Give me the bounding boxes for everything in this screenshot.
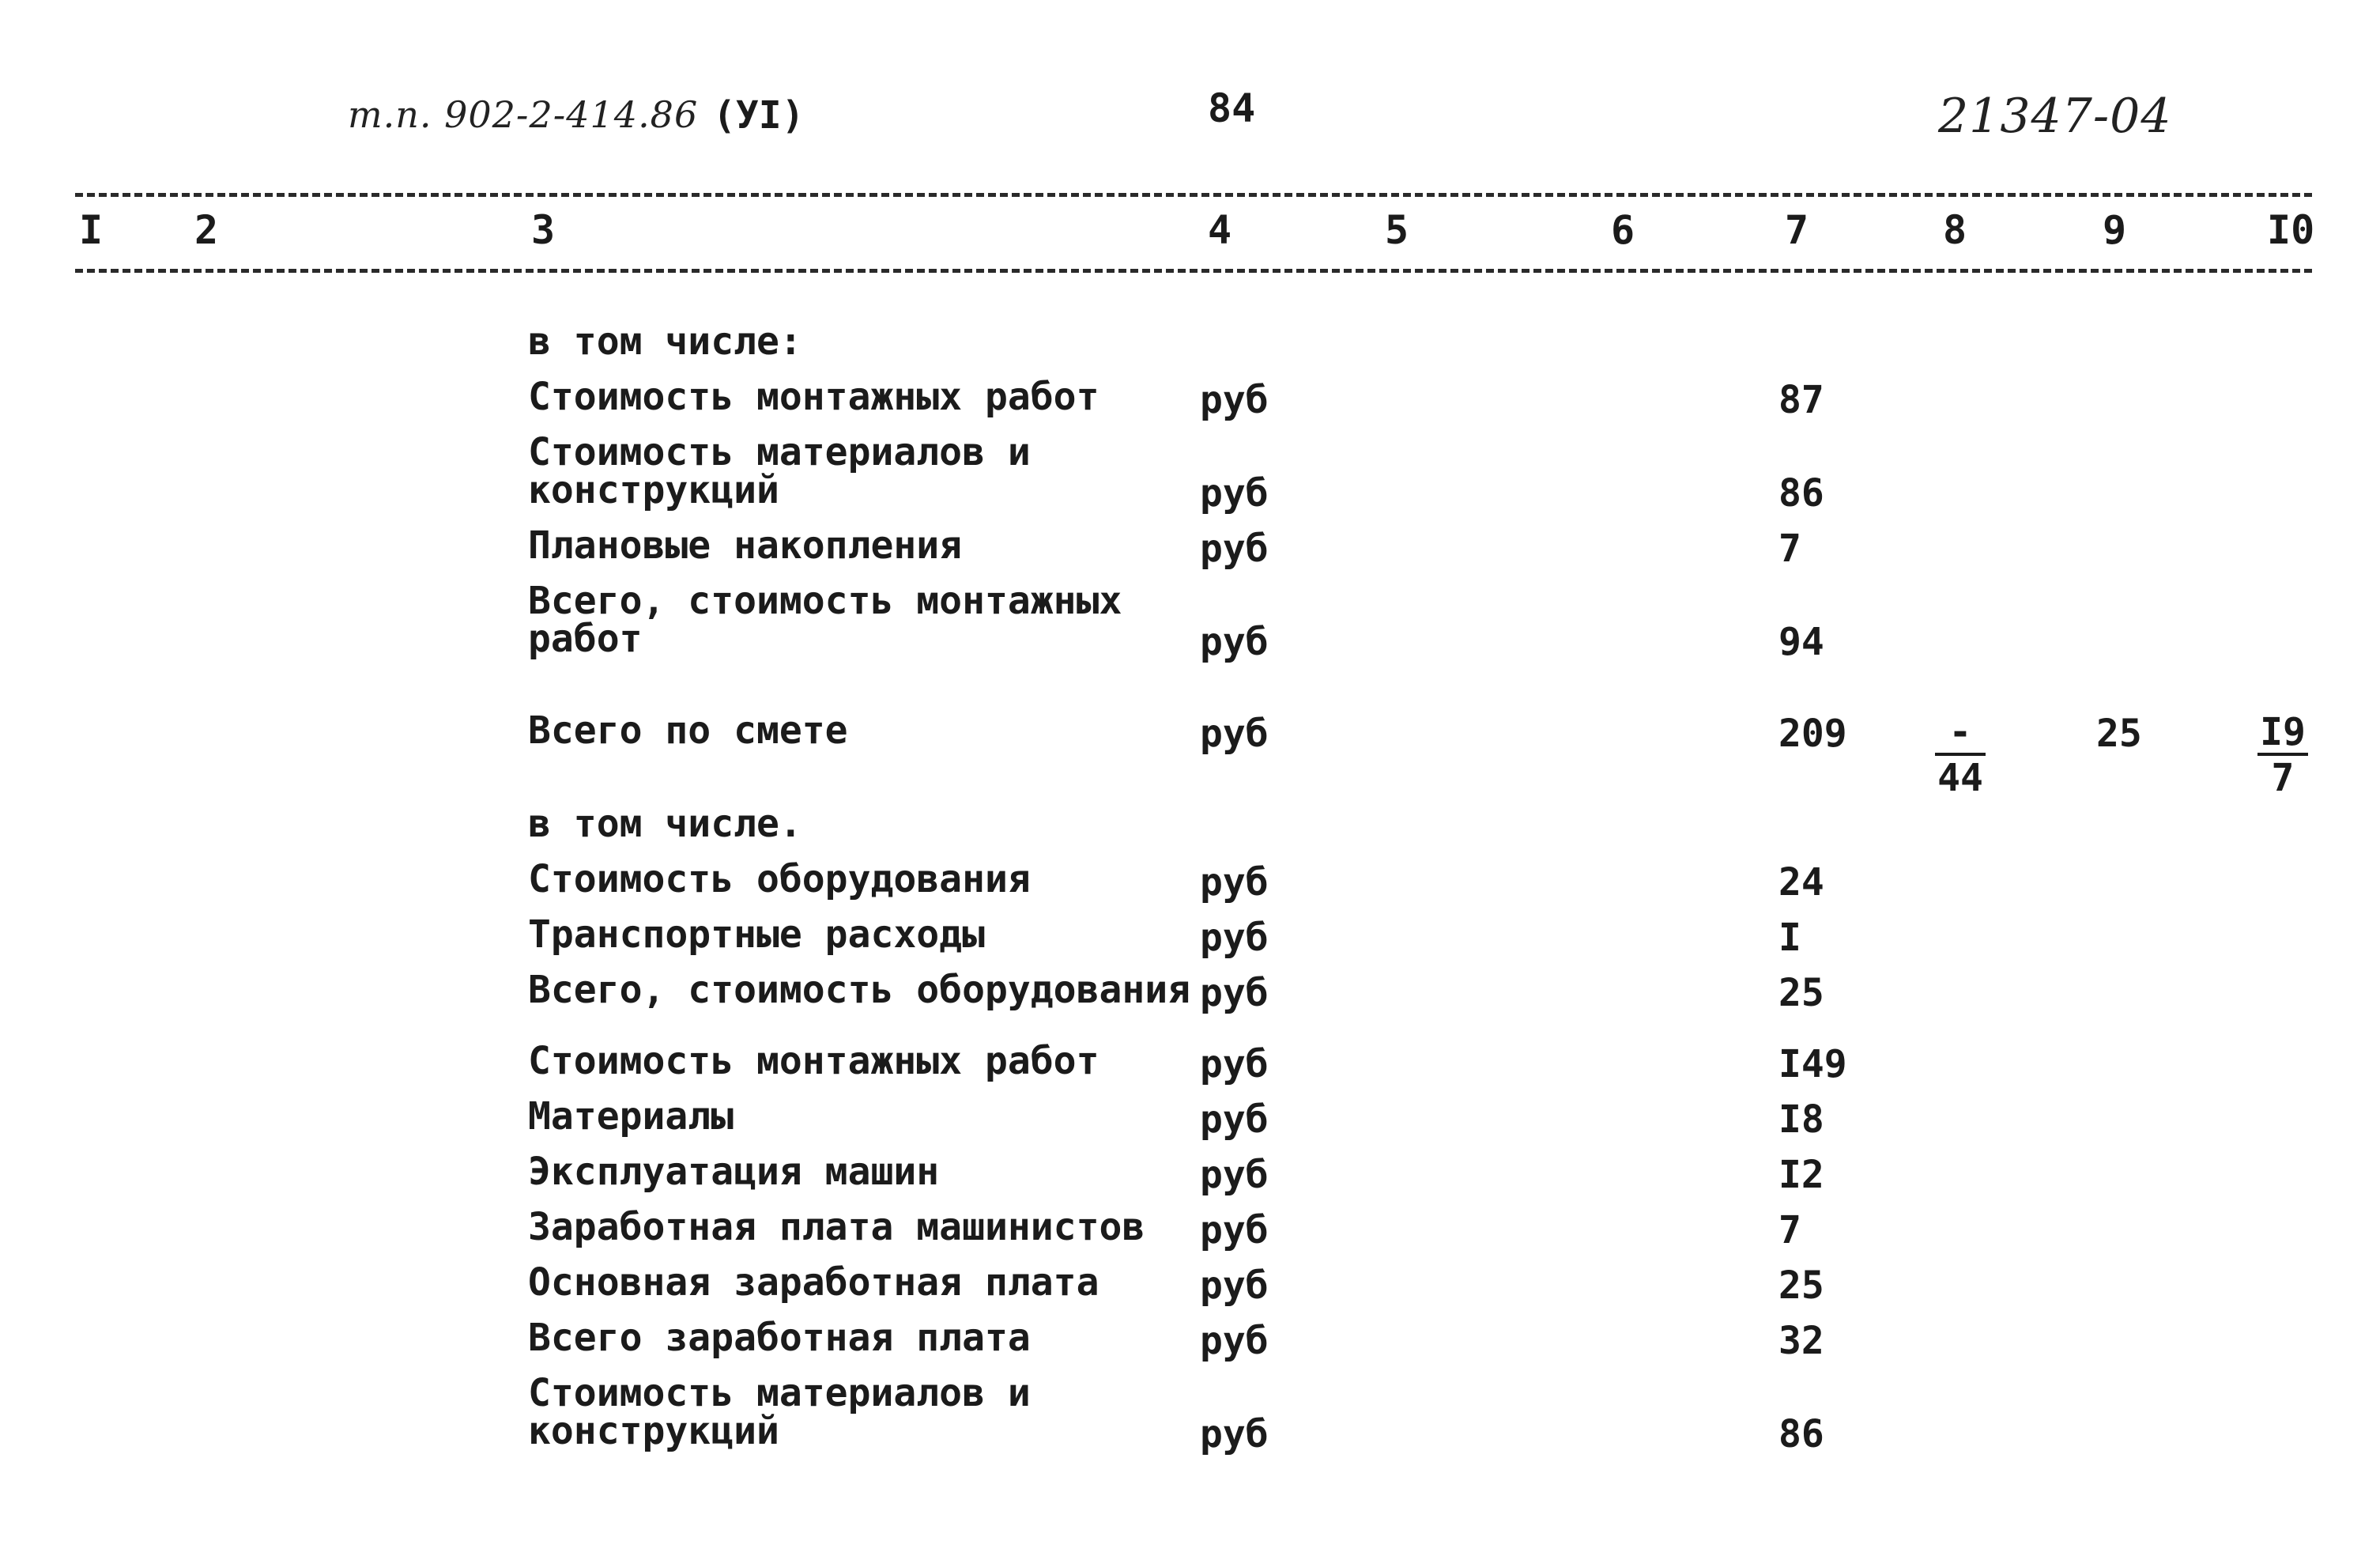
row-unit: руб — [1200, 378, 1269, 422]
row-value: 32 — [1778, 1319, 1824, 1363]
volume-label: (УI) — [713, 93, 805, 138]
row-label: Стоимость монтажных работ — [528, 375, 1099, 419]
fraction-numerator: - — [1935, 712, 1986, 756]
archive-number: 21347-04 — [1938, 89, 2172, 144]
row-label: в том числе: — [528, 319, 802, 364]
fraction-numerator: I9 — [2257, 712, 2308, 756]
col-header-7: 7 — [1785, 207, 1809, 253]
row-label: Всего, стоимость монтажных работ — [528, 579, 1122, 661]
row-unit: руб — [1200, 1042, 1269, 1086]
col-header-6: 6 — [1611, 207, 1635, 253]
row-unit: руб — [1200, 1208, 1269, 1252]
row-value: I2 — [1778, 1153, 1824, 1197]
col-header-8: 8 — [1943, 207, 1967, 253]
row-value: I — [1778, 916, 1801, 960]
row-label: Стоимость материалов и конструкций — [528, 430, 1031, 512]
row-value: 86 — [1778, 1412, 1824, 1456]
row-label: Всего, стоимость оборудования — [528, 968, 1191, 1012]
row-value: I49 — [1778, 1042, 1847, 1086]
row-value: 94 — [1778, 620, 1824, 664]
col-header-3: 3 — [531, 207, 556, 253]
row-label: в том числе. — [528, 802, 802, 846]
row-unit: руб — [1200, 860, 1269, 905]
row-label: Стоимость монтажных работ — [528, 1039, 1099, 1083]
row-value: I8 — [1778, 1097, 1824, 1142]
row-value: 25 — [1778, 971, 1824, 1015]
row-label: Стоимость оборудования — [528, 857, 1031, 901]
total-col8-fraction — [1935, 712, 1986, 800]
row-value: 24 — [1778, 860, 1824, 905]
row-unit: руб — [1200, 471, 1269, 516]
row-unit: руб — [1200, 916, 1269, 960]
row-value: 7 — [1778, 1208, 1801, 1252]
row-label: Материалы — [528, 1094, 734, 1139]
fraction-denominator: 7 — [2271, 756, 2295, 800]
header-rule-top — [75, 193, 2312, 197]
total-col9-value: 25 — [2096, 712, 2142, 756]
row-unit: руб — [1200, 712, 1269, 756]
row-value: 87 — [1778, 378, 1824, 422]
row-label: Стоимость материалов и конструкций — [528, 1371, 1031, 1453]
page-number: 84 — [1208, 85, 1256, 131]
row-label: Плановые накопления — [528, 523, 963, 568]
row-value: 25 — [1778, 1263, 1824, 1308]
row-label: Транспортные расходы — [528, 912, 985, 957]
total-col10-fraction — [2257, 712, 2308, 800]
header-rule-bottom — [75, 269, 2312, 273]
row-label: Всего заработная плата — [528, 1316, 1031, 1360]
row-label: Заработная плата машинистов — [528, 1205, 1145, 1249]
col-header-1: I — [79, 207, 104, 253]
row-value: 7 — [1778, 527, 1801, 571]
col-header-2: 2 — [194, 207, 219, 253]
row-unit: руб — [1200, 1412, 1269, 1456]
row-label: Основная заработная плата — [528, 1260, 1099, 1305]
row-unit: руб — [1200, 1153, 1269, 1197]
row-unit: руб — [1200, 620, 1269, 664]
row-unit: руб — [1200, 971, 1269, 1015]
row-label: Эксплуатация машин — [528, 1150, 940, 1194]
fraction-denominator: 44 — [1937, 756, 1983, 800]
row-unit: руб — [1200, 1097, 1269, 1142]
row-unit: руб — [1200, 1263, 1269, 1308]
col-header-5: 5 — [1385, 207, 1409, 253]
col-header-4: 4 — [1208, 207, 1232, 253]
row-unit: руб — [1200, 527, 1269, 571]
col-header-10: I0 — [2267, 207, 2315, 253]
row-value: 209 — [1778, 712, 1847, 756]
doc-code: т.п. 902-2-414.86 — [348, 93, 699, 136]
row-unit: руб — [1200, 1319, 1269, 1363]
row-value: 86 — [1778, 471, 1824, 516]
row-label: Всего по смете — [528, 708, 848, 753]
col-header-9: 9 — [2103, 207, 2127, 253]
